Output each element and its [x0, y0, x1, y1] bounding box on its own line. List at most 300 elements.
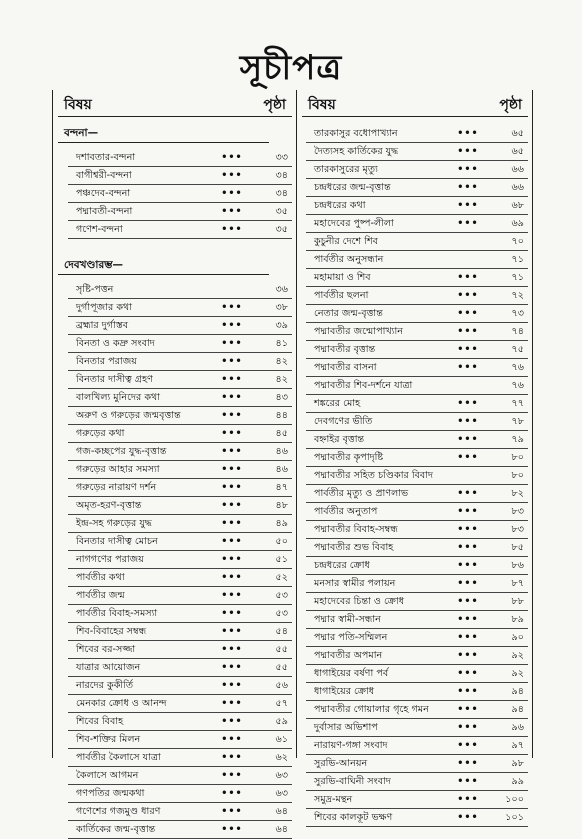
leader-dots: ••• [221, 662, 243, 673]
entry-title: কুচুনীর দেশে শিব [314, 236, 378, 247]
entry-title: বিনতার দাসীত্ব গ্রহণ [76, 374, 153, 385]
contents-row [306, 557, 528, 575]
page-number: ৯৭ [511, 740, 524, 751]
page-number: ৬৫ [511, 128, 524, 139]
page-number: ৯৮ [511, 758, 524, 769]
page-number: ৩৬ [275, 284, 288, 295]
entry-title: সৃষ্টি-পত্তন [76, 284, 114, 295]
leader-dots: ••• [221, 392, 243, 403]
contents-row [68, 317, 292, 335]
entry-title: ইন্দ্র-সহ গরুড়ের যুদ্ধ [76, 518, 152, 529]
contents-row [68, 551, 292, 569]
page-number: ৯৯ [511, 776, 524, 787]
page-number: ৭৮ [511, 416, 524, 427]
page-number: ৮০ [511, 452, 524, 463]
contents-row [68, 749, 292, 767]
leader-dots: ••• [221, 170, 243, 181]
entry-title: অমৃত-হরণ-বৃত্তান্ত [76, 500, 142, 511]
contents-row [306, 701, 528, 719]
entry-title: মেনকার ক্রোধ ও আনন্দ [76, 698, 167, 709]
leader-dots: ••• [457, 668, 479, 679]
leader-dots: ••• [457, 146, 479, 157]
contents-row [306, 485, 528, 503]
contents-row [306, 593, 528, 611]
page-number: ৩৯ [275, 320, 288, 331]
entry-title: নাগগণের পরাজয় [76, 554, 144, 565]
page-number: ৫৫ [275, 662, 288, 673]
page-number: ৪৭ [275, 482, 288, 493]
contents-row [68, 335, 292, 353]
entry-title: গণেশ-বন্দনা [76, 224, 123, 235]
leader-dots: ••• [221, 806, 243, 817]
leader-dots: ••• [221, 152, 243, 163]
contents-row [306, 719, 528, 737]
page-number: ৮৭ [511, 578, 524, 589]
left-column [58, 92, 292, 839]
page-number: ৮৬ [511, 560, 524, 571]
entry-title: পদ্মাবতীর অপমান [314, 650, 383, 661]
page-number: ৫৯ [275, 716, 288, 727]
page-number: ৬৩ [275, 770, 288, 781]
page-number: ৫৭ [275, 698, 288, 709]
column-divider-right [532, 90, 533, 758]
page-number: ৬৯ [511, 218, 524, 229]
contents-row [68, 785, 292, 803]
page-number: ৫২ [275, 572, 288, 583]
contents-row [306, 125, 528, 143]
contents-row [306, 341, 528, 359]
page-number: ৫৪ [275, 626, 288, 637]
leader-dots: ••• [457, 344, 479, 355]
page-number: ৬৬ [511, 164, 524, 175]
contents-row [68, 533, 292, 551]
leader-dots: ••• [457, 578, 479, 589]
contents-row [68, 371, 292, 389]
leader-dots: ••• [221, 698, 243, 709]
section-underline [58, 274, 269, 275]
section-underline [58, 142, 269, 143]
leader-dots: ••• [221, 644, 243, 655]
entry-title: দেবগণের ভীতি [314, 416, 373, 427]
contents-row [68, 443, 292, 461]
contents-row [68, 281, 292, 299]
entry-title: মনসার স্বামীর পলায়ন [314, 578, 396, 589]
leader-dots: ••• [457, 650, 479, 661]
leader-dots: ••• [221, 188, 243, 199]
leader-dots: ••• [457, 416, 479, 427]
page-number: ৮৮ [511, 596, 524, 607]
leader-dots: ••• [457, 740, 479, 751]
entry-title: পার্বতীর কৈলাসে যাত্রা [76, 752, 161, 763]
page-number: ৫৬ [275, 680, 288, 691]
leader-dots: ••• [221, 356, 243, 367]
entry-title: পদ্মাবতীর কৃপাদৃষ্টি [314, 452, 384, 463]
page-header: পৃষ্ঠা [263, 97, 286, 113]
leader-dots: ••• [457, 596, 479, 607]
contents-row [68, 407, 292, 425]
page-number: ৬৪ [275, 806, 288, 817]
contents-row [68, 461, 292, 479]
contents-row [68, 425, 292, 443]
contents-row [68, 641, 292, 659]
entry-title: কার্তিকের জন্ম-বৃত্তান্ত [76, 824, 156, 835]
page-number: ৭৪ [511, 326, 524, 337]
entry-title: গজ-কচ্ছপের যুদ্ধ-বৃত্তান্ত [76, 446, 167, 457]
page-number: ৩৩ [275, 152, 288, 163]
contents-row [306, 647, 528, 665]
contents-row [68, 695, 292, 713]
entry-title: সমুদ্র-মন্থন [314, 794, 353, 805]
page-number: ৫৩ [275, 608, 288, 619]
contents-row [68, 479, 292, 497]
page-number: ৬৬ [511, 182, 524, 193]
contents-row [68, 731, 292, 749]
entry-title: চন্দ্রধরের জন্ম-বৃত্তান্ত [314, 182, 391, 193]
page-number: ৮৯ [511, 614, 524, 625]
leader-dots: ••• [221, 482, 243, 493]
leader-dots: ••• [457, 632, 479, 643]
entry-title: নেতার জন্ম-বৃত্তান্ত [314, 308, 383, 319]
contents-row [68, 623, 292, 641]
contents-row [68, 515, 292, 533]
leader-dots: ••• [221, 302, 243, 313]
page-number: ৩৮ [275, 302, 288, 313]
contents-row [306, 269, 528, 287]
leader-dots: ••• [457, 686, 479, 697]
leader-dots: ••• [457, 290, 479, 301]
page-number: ১০১ [505, 812, 524, 823]
entry-title: দশাবতার-বন্দনা [76, 152, 136, 163]
page-number: ৬৫ [511, 146, 524, 157]
entry-title: যাত্রার আয়োজন [76, 662, 141, 673]
entry-title: পার্বতীর বিবাহ-সমস্যা [76, 608, 158, 619]
page-number: ৪২ [275, 374, 288, 385]
entry-title: বিনতার দাসীত্ব মোচন [76, 536, 158, 547]
leader-dots: ••• [457, 434, 479, 445]
entry-title: পার্বতীর অনুতাপ [314, 506, 378, 517]
page-header: পৃষ্ঠা [499, 97, 522, 113]
entry-title: তারকাসুরের মৃত্যু [314, 164, 378, 175]
entry-title: বিনতার পরাজয় [76, 356, 137, 367]
contents-row [68, 353, 292, 371]
page-number: ৮৩ [511, 524, 524, 535]
leader-dots: ••• [221, 374, 243, 385]
leader-dots: ••• [221, 464, 243, 475]
leader-dots: ••• [457, 398, 479, 409]
contents-row [68, 185, 292, 203]
leader-dots: ••• [457, 542, 479, 553]
page-number: ৪৯ [275, 518, 288, 529]
leader-dots: ••• [457, 506, 479, 517]
leader-dots: ••• [457, 182, 479, 193]
entry-title: শিব-শক্তির মিলন [76, 734, 141, 745]
contents-row [306, 575, 528, 593]
page-number: ৭১ [511, 254, 524, 265]
entry-title: বহ্নাইর বৃত্তান্ত [314, 434, 365, 445]
entry-title: পদ্মার স্বামী-সন্ধান [314, 614, 381, 625]
entry-title: চন্দ্রধরের কথা [314, 200, 366, 211]
leader-dots: ••• [457, 704, 479, 715]
entry-title: গণপতির জন্মকথা [76, 788, 145, 799]
page-number: ৯০ [511, 632, 524, 643]
entry-title: পদ্মাবতীর গোয়ালার গৃহে গমন [314, 704, 429, 715]
page-number: ৮২ [511, 488, 524, 499]
contents-row [306, 323, 528, 341]
leader-dots: ••• [457, 488, 479, 499]
leader-dots: ••• [457, 200, 479, 211]
contents-row [68, 767, 292, 785]
leader-dots: ••• [221, 554, 243, 565]
leader-dots: ••• [221, 518, 243, 529]
subject-header: বিষয় [64, 97, 92, 113]
leader-dots: ••• [457, 362, 479, 373]
contents-row [306, 143, 528, 161]
leader-dots: ••• [221, 536, 243, 547]
page-number: ৪৫ [275, 428, 288, 439]
page-number: ৭৭ [511, 398, 524, 409]
leader-dots: ••• [221, 206, 243, 217]
entry-title: ধাগাইয়ের ক্রোধ [314, 686, 375, 697]
entry-title: পার্বতীর জন্ম [76, 590, 125, 601]
leader-dots: ••• [457, 128, 479, 139]
contents-row [68, 299, 292, 317]
leader-dots: ••• [221, 824, 243, 835]
entry-title: শিবের কালকূট ভক্ষণ [314, 812, 393, 823]
contents-row [68, 203, 292, 221]
entry-title: শিবের বিবাহ [76, 716, 124, 727]
contents-row [306, 611, 528, 629]
leader-dots: ••• [221, 608, 243, 619]
leader-dots: ••• [457, 560, 479, 571]
page-number: ৬১ [275, 734, 288, 745]
contents-row [68, 497, 292, 515]
entry-title: অরুণ ও গরুড়ের জন্মবৃত্তান্ত [76, 410, 181, 421]
contents-row [306, 197, 528, 215]
page-number: ৪১ [275, 338, 288, 349]
leader-dots: ••• [457, 722, 479, 733]
leader-dots: ••• [457, 776, 479, 787]
right-column [302, 92, 528, 827]
contents-row [306, 521, 528, 539]
page-number: ৩৪ [275, 188, 288, 199]
page-number: ৭৩ [511, 308, 524, 319]
contents-row [306, 179, 528, 197]
contents-row [306, 467, 528, 485]
leader-dots: ••• [457, 524, 479, 535]
page-number: ১০০ [505, 794, 524, 805]
leader-dots: ••• [457, 218, 479, 229]
contents-row [68, 221, 292, 239]
leader-dots: ••• [457, 758, 479, 769]
contents-row [68, 821, 292, 839]
leader-dots: ••• [221, 680, 243, 691]
contents-row [306, 773, 528, 791]
contents-row [306, 395, 528, 413]
contents-row [306, 215, 528, 233]
page-title: সূচীপত্র [239, 48, 343, 88]
entry-title: শঙ্করের মোহ [314, 398, 361, 409]
page-number: ৬৮ [511, 200, 524, 211]
page-number: ৪২ [275, 356, 288, 367]
page-number: ৯৪ [511, 686, 524, 697]
entry-title: দৈত্যসহ কার্তিকের যুদ্ধ [314, 146, 399, 157]
contents-group-2 [58, 281, 292, 839]
entry-title: শিব-বিবাহের সম্বন্ধ [76, 626, 147, 637]
column-divider-left [52, 90, 53, 758]
section-heading: বন্দনা— [64, 127, 99, 139]
page-number: ৯২ [511, 668, 524, 679]
contents-row [306, 539, 528, 557]
leader-dots: ••• [457, 272, 479, 283]
leader-dots: ••• [221, 572, 243, 583]
page-number: ৪৪ [275, 410, 288, 421]
entry-title: মহাদেবের চিন্তা ও ক্রোধ [314, 596, 405, 607]
entry-title: তারকাসুর বধোপাখ্যান [314, 128, 398, 139]
contents-row [68, 389, 292, 407]
entry-title: পদ্মাবতীর সহিত চণ্ডিকার বিবাদ [314, 470, 434, 481]
entry-title: ব্রহ্মার দুর্গাস্তব [76, 320, 129, 331]
entry-title: পার্বতীর অনুসন্ধান [314, 254, 384, 265]
entry-title: চন্দ্রধরের ক্রোধ [314, 560, 370, 571]
leader-dots: ••• [221, 752, 243, 763]
contents-row [68, 569, 292, 587]
entry-title: সুরভি-আনয়ন [314, 758, 368, 769]
column-divider-center [296, 90, 297, 758]
leader-dots: ••• [221, 320, 243, 331]
page-number: ৮৫ [511, 542, 524, 553]
entry-title: বিনতা ও কদ্রু সংবাদ [76, 338, 155, 349]
entry-title: পদ্মাবতীর বৃত্তান্ত [314, 344, 376, 355]
page-number: ৭৯ [511, 434, 524, 445]
entry-title: গরুড়ের আহার সমস্যা [76, 464, 160, 475]
leader-dots: ••• [221, 626, 243, 637]
left-column-header [58, 92, 292, 117]
page-number: ৫৩ [275, 590, 288, 601]
contents-row [68, 803, 292, 821]
contents-row [306, 305, 528, 323]
contents-row [306, 287, 528, 305]
page-number: ৭২ [511, 290, 524, 301]
page-number: ৯৪ [511, 704, 524, 715]
entry-title: নারায়ণ-গঙ্গা সংবাদ [314, 740, 388, 751]
contents-row [68, 587, 292, 605]
entry-title: পার্বতীর কথা [76, 572, 125, 583]
entry-title: মহাদেবের পুষ্প-লীলা [314, 218, 394, 229]
page-number: ৩৫ [275, 224, 288, 235]
entry-title: পদ্মাবতীর জন্মোপাখ্যান [314, 326, 403, 337]
page-number: ৪৩ [275, 392, 288, 403]
leader-dots: ••• [457, 794, 479, 805]
contents-row [306, 503, 528, 521]
leader-dots: ••• [457, 308, 479, 319]
leader-dots: ••• [221, 770, 243, 781]
leader-dots: ••• [221, 446, 243, 457]
entry-title: পদ্মাবতীর শিব-দর্শনে যাত্রা [314, 380, 413, 391]
leader-dots: ••• [221, 428, 243, 439]
entry-title: পার্বতীর ছলনা [314, 290, 369, 301]
entry-title: ধাগাইয়ের বর্ষণা পর্ব [314, 668, 389, 679]
leader-dots: ••• [457, 812, 479, 823]
contents-row [68, 605, 292, 623]
page-number: ৭০ [511, 236, 524, 247]
leader-dots: ••• [221, 500, 243, 511]
entry-title: পঞ্চদেব-বন্দনা [76, 188, 131, 199]
page-number: ৬৩ [275, 788, 288, 799]
contents-row [306, 251, 528, 269]
page-number: ৭৬ [511, 380, 524, 391]
page-number: ৭৬ [511, 362, 524, 373]
subject-header: বিষয় [308, 97, 336, 113]
contents-row [306, 449, 528, 467]
entry-title: বাগীশ্বরী-বন্দনা [76, 170, 132, 181]
leader-dots: ••• [457, 452, 479, 463]
page-number: ৫১ [275, 554, 288, 565]
leader-dots: ••• [221, 788, 243, 799]
leader-dots: ••• [457, 164, 479, 175]
page-number: ৩৫ [275, 206, 288, 217]
page-number: ৭৫ [511, 344, 524, 355]
page-number: ৫৫ [275, 644, 288, 655]
entry-title: গরুড়ের নারায়ণ দর্শন [76, 482, 157, 493]
leader-dots: ••• [221, 338, 243, 349]
entry-title: গণেশের গজমুণ্ড ধারণ [76, 806, 161, 817]
page-number: ৯৬ [511, 722, 524, 733]
entry-title: নারদের কুকীর্তি [76, 680, 134, 691]
entry-title: পদ্মার পতি-সম্মিলন [314, 632, 388, 643]
page-number: ৬২ [275, 752, 288, 763]
page-number: ৭১ [511, 272, 524, 283]
contents-row [306, 413, 528, 431]
page-number: ৪৮ [275, 500, 288, 511]
page-number: ৪৬ [275, 464, 288, 475]
leader-dots: ••• [221, 734, 243, 745]
contents-row [306, 755, 528, 773]
contents-row [68, 167, 292, 185]
page-number: ৮০ [511, 470, 524, 481]
leader-dots: ••• [221, 410, 243, 421]
entry-title: পদ্মাবতী-বন্দনা [76, 206, 133, 217]
entry-title: দুর্বাসার অভিশাপ [314, 722, 378, 733]
entry-title: গরুড়ের কথা [76, 428, 125, 439]
leader-dots: ••• [457, 326, 479, 337]
entry-title: পার্বতীর মৃত্যু ও প্রাণলাভ [314, 488, 409, 499]
leader-dots: ••• [221, 716, 243, 727]
entry-title: বালখিল্য মুনিদের কথা [76, 392, 161, 403]
entry-title: পদ্মাবতীর বাসনা [314, 362, 377, 373]
contents-row [306, 377, 528, 395]
leader-dots: ••• [457, 614, 479, 625]
page-number: ৮৩ [511, 506, 524, 517]
right-column-header [302, 92, 528, 117]
contents-row [306, 431, 528, 449]
contents-row [306, 809, 528, 827]
page-number: ৩৪ [275, 170, 288, 181]
contents-row [306, 233, 528, 251]
contents-row [68, 677, 292, 695]
contents-row [306, 683, 528, 701]
contents-group-1 [58, 149, 292, 239]
page-number: ৬৪ [275, 824, 288, 835]
contents-row [68, 659, 292, 677]
contents-group-3 [302, 125, 528, 827]
contents-row [306, 791, 528, 809]
page-number: ৫০ [275, 536, 288, 547]
contents-row [306, 737, 528, 755]
entry-title: কৈলাসে আগমন [76, 770, 139, 781]
page-number: ৯২ [511, 650, 524, 661]
contents-row [68, 149, 292, 167]
contents-row [68, 713, 292, 731]
